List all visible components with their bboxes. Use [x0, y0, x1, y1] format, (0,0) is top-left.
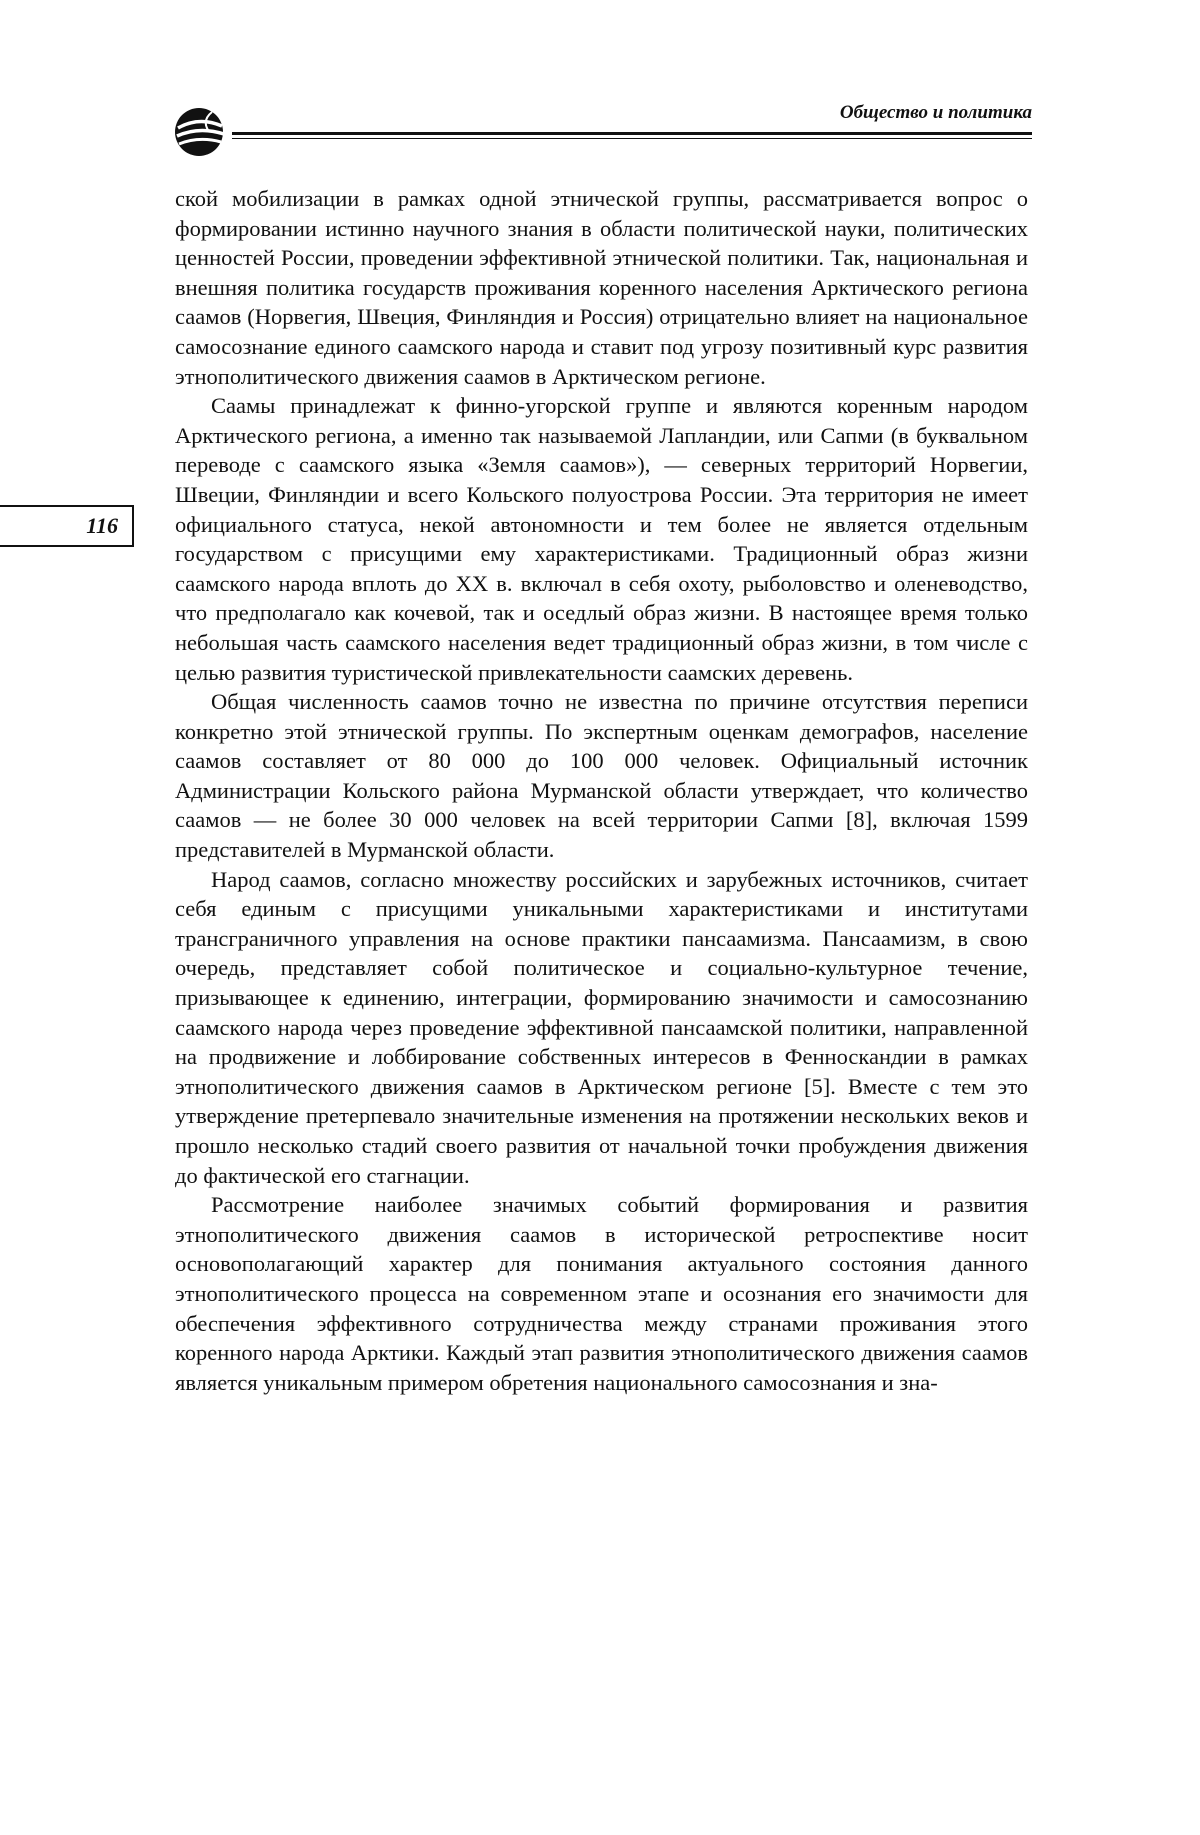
running-header	[172, 98, 1032, 162]
header-rule-thin	[232, 138, 1032, 139]
paragraph: Саамы принадлежат к финно-угорской группе и являются коренным народом Арктического региона, а именно так называемой Лапландии, или Сапми (в буквальном переводе с саамского языка «Земля саамов»), — северных территорий Норвегии, Швеции, Финляндии и всего Кольского полуострова России. Эта территория не имеет официального статуса, некой автономности и тем более не является отдельным государством с присущими ему характеристиками. Традиционный образ жизни саамского народа вплоть до XX в. включал в себя охоту, рыболовство и оленеводство, что предполагало как кочевой, так и оседлый образ жизни. В настоящее время только небольшая часть саамского населения ведет традиционный образ жизни, в том числе с целью развития туристической привлекательности саамских деревень.	[175, 393, 1028, 685]
page-number: 116	[86, 513, 118, 538]
paragraph: Рассмотрение наиболее значимых событий формирования и развития этнополитического движения саамов в исторической ретроспективе носит основополагающий характер для понимания актуального состояния данного этнополитического процесса на современном этапе и осознания его значимости для обеспечения эффективного сотрудничества между странами проживания этого коренного народа Арктики. Каждый этап развития этнополитического движения саамов является уникальным примером обретения национального самосознания и зна-	[175, 1192, 1028, 1395]
section-title: Общество и политика	[839, 102, 1032, 123]
paragraph: Народ саамов, согласно множеству российских и зарубежных источников, считает себя единым с присущими уникальными характеристиками и институтами трансграничного управления на основе практики пансаамизма. Пансаамизм, в свою очередь, представляет собой политическое и социально-культурное течение, призывающее к единению, интеграции, формированию значимости и самосознанию саамского народа через проведение эффективной пансаамской политики, направленной на продвижение и лоббирование собственных интересов в Фенноскандии в рамках этнополитического движения саамов в Арктическом регионе [5]. Вместе с тем это утверждение претерпевало значительные изменения на протяжении нескольких веков и прошло несколько стадий своего развития от начальной точки пробуждения движения до фактической его стагнации.	[175, 866, 1028, 1188]
paragraph: Общая численность саамов точно не известна по причине отсутствия переписи конкретно этой этнической группы. По экспертным оценкам демографов, население саамов составляет от 80 000 до 100 000 человек. Официальный источник Администрации Кольского района Мурманской области утверждает, что количество саамов — не более 30 000 человек на всей территории Сапми [8], включая 1599 представителей в Мурманской области.	[175, 689, 1028, 863]
body-text	[175, 184, 1028, 1397]
wave-logo-icon	[172, 106, 234, 158]
paragraph: ской мобилизации в рамках одной этнической группы, рассматривается вопрос о формировании истинно научного знания в области политической науки, политических ценностей России, проведении эффективной этнической политики. Так, национальная и внешняя политика государств проживания коренного населения Арктического региона саамов (Норвегия, Швеция, Финляндия и Россия) отрицательно влияет на национальное самосознание единого саамского народа и ставит под угрозу позитивный курс развития этнополитического движения саамов в Арктическом регионе.	[175, 186, 1028, 389]
page-number-box	[0, 505, 134, 547]
header-rule-thick	[232, 132, 1032, 135]
